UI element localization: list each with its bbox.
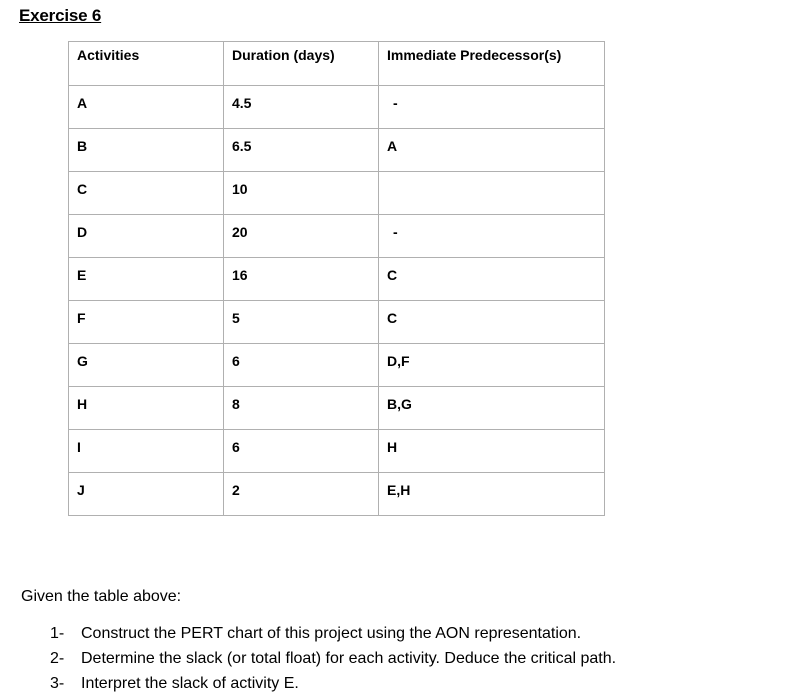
- question-list: [50, 621, 616, 696]
- activity-cell: D: [69, 215, 224, 258]
- question-item: [50, 646, 616, 671]
- activity-cell: C: [69, 172, 224, 215]
- predecessor-cell: C: [379, 258, 605, 301]
- predecessor-cell: -: [379, 86, 605, 129]
- table-row: [69, 129, 605, 172]
- duration-cell: 5: [224, 301, 379, 344]
- duration-cell: 6.5: [224, 129, 379, 172]
- question-item: [50, 621, 616, 646]
- question-text: Construct the PERT chart of this project using the AON representation.: [81, 625, 582, 642]
- table-row: [69, 172, 605, 215]
- predecessor-cell: -: [379, 215, 605, 258]
- duration-cell: 6: [224, 430, 379, 473]
- table-row: [69, 301, 605, 344]
- question-text: Interpret the slack of activity E.: [81, 675, 299, 692]
- activity-cell: E: [69, 258, 224, 301]
- activity-cell: B: [69, 129, 224, 172]
- table-row: [69, 86, 605, 129]
- predecessor-cell: E,H: [379, 473, 605, 516]
- table-row: [69, 473, 605, 516]
- activity-cell: I: [69, 430, 224, 473]
- given-text: Given the table above:: [21, 588, 182, 605]
- activity-cell: G: [69, 344, 224, 387]
- header-duration: Duration (days): [224, 42, 379, 86]
- predecessor-cell: [379, 172, 605, 215]
- table-row: [69, 387, 605, 430]
- duration-cell: 16: [224, 258, 379, 301]
- table-header-row: [69, 42, 605, 86]
- activity-cell: H: [69, 387, 224, 430]
- duration-cell: 2: [224, 473, 379, 516]
- duration-cell: 20: [224, 215, 379, 258]
- table-row: [69, 344, 605, 387]
- question-text: Determine the slack (or total float) for each activity. Deduce the critical path.: [81, 650, 617, 667]
- activity-cell: J: [69, 473, 224, 516]
- predecessor-cell: D,F: [379, 344, 605, 387]
- duration-cell: 8: [224, 387, 379, 430]
- question-number: 3-: [50, 675, 65, 692]
- exercise-title: Exercise 6: [19, 6, 102, 25]
- header-predecessors: Immediate Predecessor(s): [379, 42, 605, 86]
- duration-cell: 4.5: [224, 86, 379, 129]
- predecessor-cell: C: [379, 301, 605, 344]
- activity-cell: A: [69, 86, 224, 129]
- duration-cell: 6: [224, 344, 379, 387]
- question-item: [50, 671, 616, 696]
- table-row: [69, 258, 605, 301]
- predecessor-cell: B,G: [379, 387, 605, 430]
- question-number: 1-: [50, 625, 65, 642]
- predecessor-cell: H: [379, 430, 605, 473]
- table-row: [69, 430, 605, 473]
- question-number: 2-: [50, 650, 65, 667]
- predecessor-cell: A: [379, 129, 605, 172]
- activities-table: [68, 41, 605, 516]
- header-activities: Activities: [69, 42, 224, 86]
- activity-cell: F: [69, 301, 224, 344]
- duration-cell: 10: [224, 172, 379, 215]
- table-row: [69, 215, 605, 258]
